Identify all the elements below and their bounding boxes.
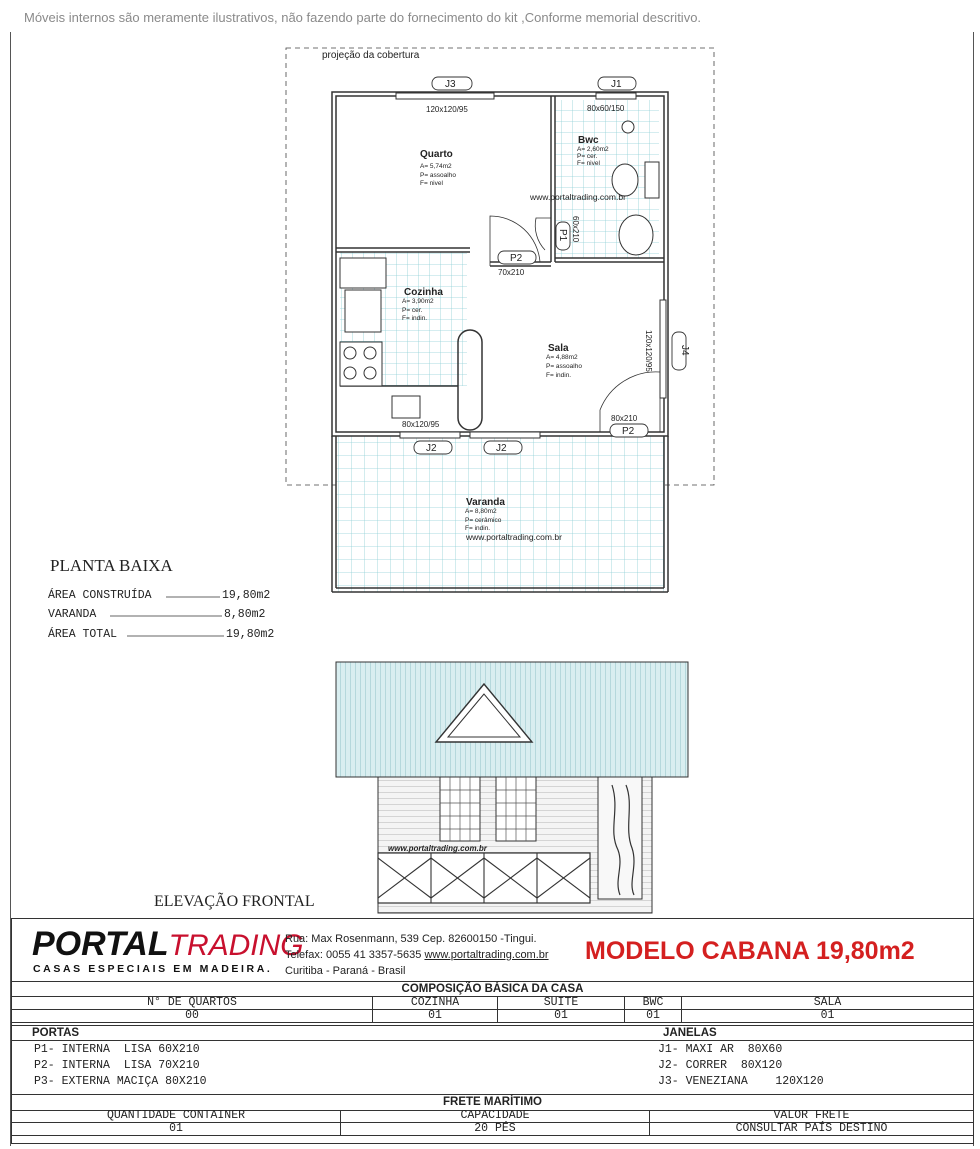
composition-value: 00 bbox=[12, 1010, 373, 1023]
room-cozinha-name: Cozinha bbox=[404, 287, 443, 298]
room-quarto-piso: P= assoalho bbox=[420, 172, 456, 179]
room-cozinha-forro: F= indin. bbox=[402, 315, 428, 322]
address-website-link[interactable]: www.portaltrading.com.br bbox=[424, 949, 549, 961]
composition-header: SALA bbox=[682, 997, 974, 1010]
composition-value: 01 bbox=[682, 1010, 974, 1023]
janelas-item: J1- MAXI AR 80X60 bbox=[658, 1043, 783, 1056]
area-row-label: VARANDA bbox=[48, 608, 97, 621]
tag-j2-right: J2 bbox=[496, 443, 507, 454]
composition-value: 01 bbox=[498, 1010, 625, 1023]
frete-table bbox=[11, 1110, 974, 1136]
frete-value: 01 bbox=[12, 1123, 341, 1136]
frete-value: CONSULTAR PAÍS DESTINO bbox=[650, 1123, 974, 1136]
composition-header: N° DE QUARTOS bbox=[12, 997, 373, 1010]
front-elevation bbox=[336, 662, 688, 913]
room-bwc-forro: F= nivel bbox=[577, 160, 600, 167]
tag-p2-sala: P2 bbox=[622, 426, 635, 437]
plan-website-lower: www.portaltrading.com.br bbox=[466, 532, 562, 542]
room-cozinha-piso: P= cer. bbox=[402, 307, 423, 314]
dim-j2: 80x120/95 bbox=[402, 420, 440, 429]
tag-j2-left: J2 bbox=[426, 443, 437, 454]
logo-trading: TRADING bbox=[168, 929, 304, 962]
composition-header: BWC bbox=[625, 997, 682, 1010]
frete-header: CAPACIDADE bbox=[341, 1110, 650, 1123]
janelas-item: J2- CORRER 80X120 bbox=[658, 1059, 783, 1072]
tag-j3: J3 bbox=[445, 79, 456, 90]
elevation-website: www.portaltrading.com.br bbox=[388, 844, 487, 853]
company-address bbox=[285, 931, 549, 979]
room-sala-area: A= 4,88m2 bbox=[546, 354, 578, 361]
janelas-item: J3- VENEZIANA 120X120 bbox=[658, 1075, 824, 1088]
tag-j4: J4 bbox=[679, 345, 690, 356]
area-row-value: 19,80m2 bbox=[222, 589, 271, 602]
room-varanda-area: A= 8,80m2 bbox=[465, 508, 497, 515]
composition-table bbox=[11, 996, 974, 1023]
composition-header: SUITE bbox=[498, 997, 625, 1010]
frete-header: VALOR FRETE bbox=[650, 1110, 974, 1123]
room-quarto-area: A= 5,74m2 bbox=[420, 163, 452, 170]
composition-value: 01 bbox=[625, 1010, 682, 1023]
tag-p2-quarto: P2 bbox=[510, 253, 523, 264]
plan-website-upper: www.portaltrading.com.br bbox=[530, 192, 626, 202]
dim-j4: 120x120/95 bbox=[644, 330, 653, 372]
room-cozinha-area: A= 3,90m2 bbox=[402, 298, 434, 305]
logo-tagline: CASAS ESPECIAIS EM MADEIRA. bbox=[33, 963, 273, 975]
room-quarto-name: Quarto bbox=[420, 149, 453, 160]
room-sala-name: Sala bbox=[548, 343, 569, 354]
address-phone: Telefax: 0055 41 3357-5635 bbox=[285, 949, 425, 961]
dim-p2-sala: 80x210 bbox=[611, 414, 638, 423]
room-sala-forro: F= indin. bbox=[546, 372, 572, 379]
room-varanda-name: Varanda bbox=[466, 497, 505, 508]
frete-header: QUANTIDADE CONTAINER bbox=[12, 1110, 341, 1123]
dim-j1: 80x60/150 bbox=[587, 104, 625, 113]
frete-value: 20 PÉS bbox=[341, 1123, 650, 1136]
composition-header: COZINHA bbox=[373, 997, 498, 1010]
dim-p2-quarto: 70x210 bbox=[498, 268, 525, 277]
room-varanda-forro: F= indin. bbox=[465, 525, 491, 532]
frete-title: FRETE MARÍTIMO bbox=[12, 1094, 973, 1111]
dim-p1: 60x210 bbox=[571, 216, 580, 243]
elevation-title: ELEVAÇÃO FRONTAL bbox=[154, 893, 315, 910]
portas-item: P1- INTERNA LISA 60X210 bbox=[34, 1043, 200, 1056]
plan-title: PLANTA BAIXA bbox=[50, 556, 173, 575]
varanda-floor bbox=[336, 436, 664, 592]
tag-p1: P1 bbox=[557, 229, 568, 242]
room-quarto-forro: F= nivel bbox=[420, 180, 443, 187]
area-row-value: 8,80m2 bbox=[224, 608, 266, 621]
composition-title: COMPOSIÇÃO BÁSICA DA CASA bbox=[12, 981, 973, 997]
portas-janelas-header bbox=[12, 1025, 973, 1041]
model-title: MODELO CABANA 19,80m2 bbox=[585, 937, 915, 965]
portas-title: PORTAS bbox=[32, 1027, 80, 1039]
composition-value: 01 bbox=[373, 1010, 498, 1023]
tag-j1: J1 bbox=[611, 79, 622, 90]
area-row-label: ÁREA TOTAL bbox=[48, 628, 118, 641]
room-bwc-area: A= 2,60m2 bbox=[577, 146, 609, 153]
dim-j3: 120x120/95 bbox=[426, 105, 468, 114]
disclaimer-text: Móveis internos são meramente ilustrativos, não fazendo parte do fornecimento do kit ,Conforme memorial descritivo. bbox=[24, 10, 702, 25]
address-line: Rua: Max Rosenmann, 539 Cep. 82600150 -Tingui. bbox=[285, 933, 537, 945]
area-row-value: 19,80m2 bbox=[226, 628, 275, 641]
title-block bbox=[11, 918, 974, 1144]
room-sala-piso: P= assoalho bbox=[546, 363, 582, 370]
room-bwc-piso: P= cer. bbox=[577, 153, 598, 160]
area-row-label: ÁREA CONSTRUÍDA bbox=[48, 589, 152, 602]
portas-item: P3- EXTERNA MACIÇA 80X210 bbox=[34, 1075, 207, 1088]
company-logo bbox=[12, 919, 304, 981]
logo-portal: PORTAL bbox=[32, 925, 169, 963]
room-varanda-piso: P= cerâmico bbox=[465, 517, 502, 524]
roof-projection-label: projeção da cobertura bbox=[322, 50, 420, 61]
room-bwc-name: Bwc bbox=[578, 135, 599, 146]
janelas-title: JANELAS bbox=[663, 1027, 717, 1039]
address-city: Curitiba - Paraná - Brasil bbox=[285, 965, 406, 977]
portas-item: P2- INTERNA LISA 70X210 bbox=[34, 1059, 200, 1072]
